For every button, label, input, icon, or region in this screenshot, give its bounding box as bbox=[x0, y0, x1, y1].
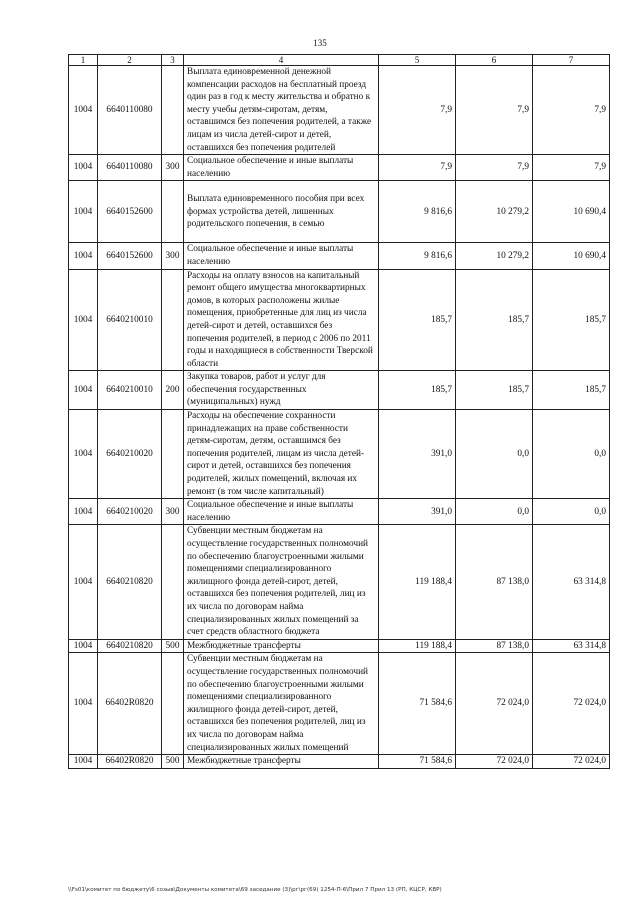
table-row bbox=[69, 653, 610, 755]
amount-col6-cell: 0,0 bbox=[456, 499, 533, 525]
section-cell: 1004 bbox=[69, 639, 98, 653]
amount-col7-cell: 63 314,8 bbox=[533, 525, 610, 639]
description-cell: Социальное обеспечение и иные выплаты населению bbox=[184, 243, 379, 269]
section-cell: 1004 bbox=[69, 155, 98, 181]
table-row bbox=[69, 755, 610, 769]
expense-type-cell: 300 bbox=[162, 155, 184, 181]
amount-col5-cell: 185,7 bbox=[379, 371, 456, 410]
amount-col7-cell: 10 690,4 bbox=[533, 243, 610, 269]
target-code-cell: 66402R0820 bbox=[98, 653, 162, 755]
description-cell: Субвенции местным бюджетам на осуществление государственных полномочий по обеспечению благоустроенными жилыми помещениями специализированного жилищного фонда детей-сирот, детей, оставшихся без попечения родителей, лиц из их числа по договорам найма специализированных жилых помещений bbox=[184, 653, 379, 755]
amount-col5-cell: 9 816,6 bbox=[379, 243, 456, 269]
table-row bbox=[69, 499, 610, 525]
description-cell: Закупка товаров, работ и услуг для обеспечения государственных (муниципальных) нужд bbox=[184, 371, 379, 410]
table-row bbox=[69, 371, 610, 410]
amount-col6-cell: 0,0 bbox=[456, 410, 533, 499]
amount-col7-cell: 7,9 bbox=[533, 66, 610, 155]
target-code-cell: 6640210820 bbox=[98, 639, 162, 653]
footer-file-path: \\Fs01\комитет по бюджету\6 созыв\Документы комитета\69 заседание (3)\рг\рг(69) 1254-П-6\Прил 7 Прил 13 (РП, КЦСР, КВР) bbox=[68, 887, 442, 893]
budget-table bbox=[68, 54, 610, 769]
description-cell: Расходы на обеспечение сохранности принадлежащих на праве собственности детям-сиротам, детям, оставшимся без попечения родителей, лицам из числа детей-сирот и детей, оставшихся без попечения родителей, жилых помещений, включая их ремонт (в том числе капитальный) bbox=[184, 410, 379, 499]
table-row bbox=[69, 639, 610, 653]
amount-col5-cell: 7,9 bbox=[379, 155, 456, 181]
table-row bbox=[69, 269, 610, 371]
amount-col6-cell: 72 024,0 bbox=[456, 755, 533, 769]
amount-col6-cell: 10 279,2 bbox=[456, 181, 533, 243]
amount-col5-cell: 119 188,4 bbox=[379, 639, 456, 653]
amount-col6-cell: 185,7 bbox=[456, 371, 533, 410]
description-cell: Социальное обеспечение и иные выплаты населению bbox=[184, 155, 379, 181]
expense-type-cell bbox=[162, 525, 184, 639]
section-cell: 1004 bbox=[69, 243, 98, 269]
amount-col6-cell: 87 138,0 bbox=[456, 639, 533, 653]
amount-col7-cell: 72 024,0 bbox=[533, 755, 610, 769]
amount-col7-cell: 185,7 bbox=[533, 269, 610, 371]
description-cell: Субвенции местным бюджетам на осуществление государственных полномочий по обеспечению благоустроенными жилыми помещениями специализированного жилищного фонда детей-сирот, детей, оставшихся без попечения родителей, лиц из их числа по договорам найма специализированных жилых помещений за счет средств областного бюджета bbox=[184, 525, 379, 639]
amount-col7-cell: 10 690,4 bbox=[533, 181, 610, 243]
amount-col6-cell: 185,7 bbox=[456, 269, 533, 371]
header-cell-4: 4 bbox=[184, 55, 379, 66]
amount-col6-cell: 72 024,0 bbox=[456, 653, 533, 755]
expense-type-cell: 300 bbox=[162, 499, 184, 525]
section-cell: 1004 bbox=[69, 525, 98, 639]
header-row bbox=[69, 55, 610, 66]
header-cell-7: 7 bbox=[533, 55, 610, 66]
amount-col5-cell: 7,9 bbox=[379, 66, 456, 155]
table-row bbox=[69, 66, 610, 155]
section-cell: 1004 bbox=[69, 66, 98, 155]
amount-col6-cell: 7,9 bbox=[456, 155, 533, 181]
expense-type-cell bbox=[162, 269, 184, 371]
amount-col5-cell: 119 188,4 bbox=[379, 525, 456, 639]
amount-col7-cell: 0,0 bbox=[533, 499, 610, 525]
section-cell: 1004 bbox=[69, 653, 98, 755]
section-cell: 1004 bbox=[69, 410, 98, 499]
amount-col6-cell: 87 138,0 bbox=[456, 525, 533, 639]
section-cell: 1004 bbox=[69, 181, 98, 243]
target-code-cell: 6640210010 bbox=[98, 269, 162, 371]
expense-type-cell bbox=[162, 410, 184, 499]
expense-type-cell: 300 bbox=[162, 243, 184, 269]
description-cell: Межбюджетные трансферты bbox=[184, 755, 379, 769]
table-row bbox=[69, 243, 610, 269]
header-cell-2: 2 bbox=[98, 55, 162, 66]
expense-type-cell: 500 bbox=[162, 639, 184, 653]
target-code-cell: 6640210020 bbox=[98, 410, 162, 499]
expense-type-cell bbox=[162, 653, 184, 755]
amount-col7-cell: 7,9 bbox=[533, 155, 610, 181]
amount-col7-cell: 63 314,8 bbox=[533, 639, 610, 653]
target-code-cell: 6640110080 bbox=[98, 155, 162, 181]
amount-col5-cell: 71 584,6 bbox=[379, 755, 456, 769]
amount-col5-cell: 391,0 bbox=[379, 499, 456, 525]
target-code-cell: 6640210020 bbox=[98, 499, 162, 525]
description-cell: Межбюджетные трансферты bbox=[184, 639, 379, 653]
amount-col5-cell: 185,7 bbox=[379, 269, 456, 371]
header-cell-3: 3 bbox=[162, 55, 184, 66]
amount-col7-cell: 72 024,0 bbox=[533, 653, 610, 755]
section-cell: 1004 bbox=[69, 499, 98, 525]
amount-col6-cell: 7,9 bbox=[456, 66, 533, 155]
description-cell: Расходы на оплату взносов на капитальный ремонт общего имущества многоквартирных домов, в которых расположены жилые помещения, приобретенные для лиц из числа детей-сирот и детей, оставшихся без попечения родителей, в период с 2006 по 2011 годы и находящиеся в собственности Тверской области bbox=[184, 269, 379, 371]
description-cell: Выплата единовременной денежной компенсации расходов на бесплатный проезд один раз в год к месту жительства и обратно к месту учебы детям-сиротам, детям, оставшимся без попечения родителей, а также лицам из числа детей-сирот и детей, оставшихся без попечения родителей bbox=[184, 66, 379, 155]
section-cell: 1004 bbox=[69, 371, 98, 410]
description-cell: Социальное обеспечение и иные выплаты населению bbox=[184, 499, 379, 525]
expense-type-cell bbox=[162, 181, 184, 243]
target-code-cell: 6640210820 bbox=[98, 525, 162, 639]
section-cell: 1004 bbox=[69, 755, 98, 769]
table-row bbox=[69, 525, 610, 639]
amount-col7-cell: 0,0 bbox=[533, 410, 610, 499]
description-cell: Выплата единовременного пособия при всех формах устройства детей, лишенных родительского попечения, в семью bbox=[184, 181, 379, 243]
target-code-cell: 6640210010 bbox=[98, 371, 162, 410]
target-code-cell: 6640110080 bbox=[98, 66, 162, 155]
table-row bbox=[69, 155, 610, 181]
header-cell-6: 6 bbox=[456, 55, 533, 66]
expense-type-cell bbox=[162, 66, 184, 155]
expense-type-cell: 500 bbox=[162, 755, 184, 769]
amount-col5-cell: 9 816,6 bbox=[379, 181, 456, 243]
target-code-cell: 6640152600 bbox=[98, 243, 162, 269]
page-number: 135 bbox=[313, 38, 327, 48]
header-cell-5: 5 bbox=[379, 55, 456, 66]
table-row bbox=[69, 181, 610, 243]
table-row bbox=[69, 410, 610, 499]
expense-type-cell: 200 bbox=[162, 371, 184, 410]
target-code-cell: 66402R0820 bbox=[98, 755, 162, 769]
header-cell-1: 1 bbox=[69, 55, 98, 66]
target-code-cell: 6640152600 bbox=[98, 181, 162, 243]
amount-col5-cell: 71 584,6 bbox=[379, 653, 456, 755]
amount-col7-cell: 185,7 bbox=[533, 371, 610, 410]
section-cell: 1004 bbox=[69, 269, 98, 371]
amount-col6-cell: 10 279,2 bbox=[456, 243, 533, 269]
amount-col5-cell: 391,0 bbox=[379, 410, 456, 499]
